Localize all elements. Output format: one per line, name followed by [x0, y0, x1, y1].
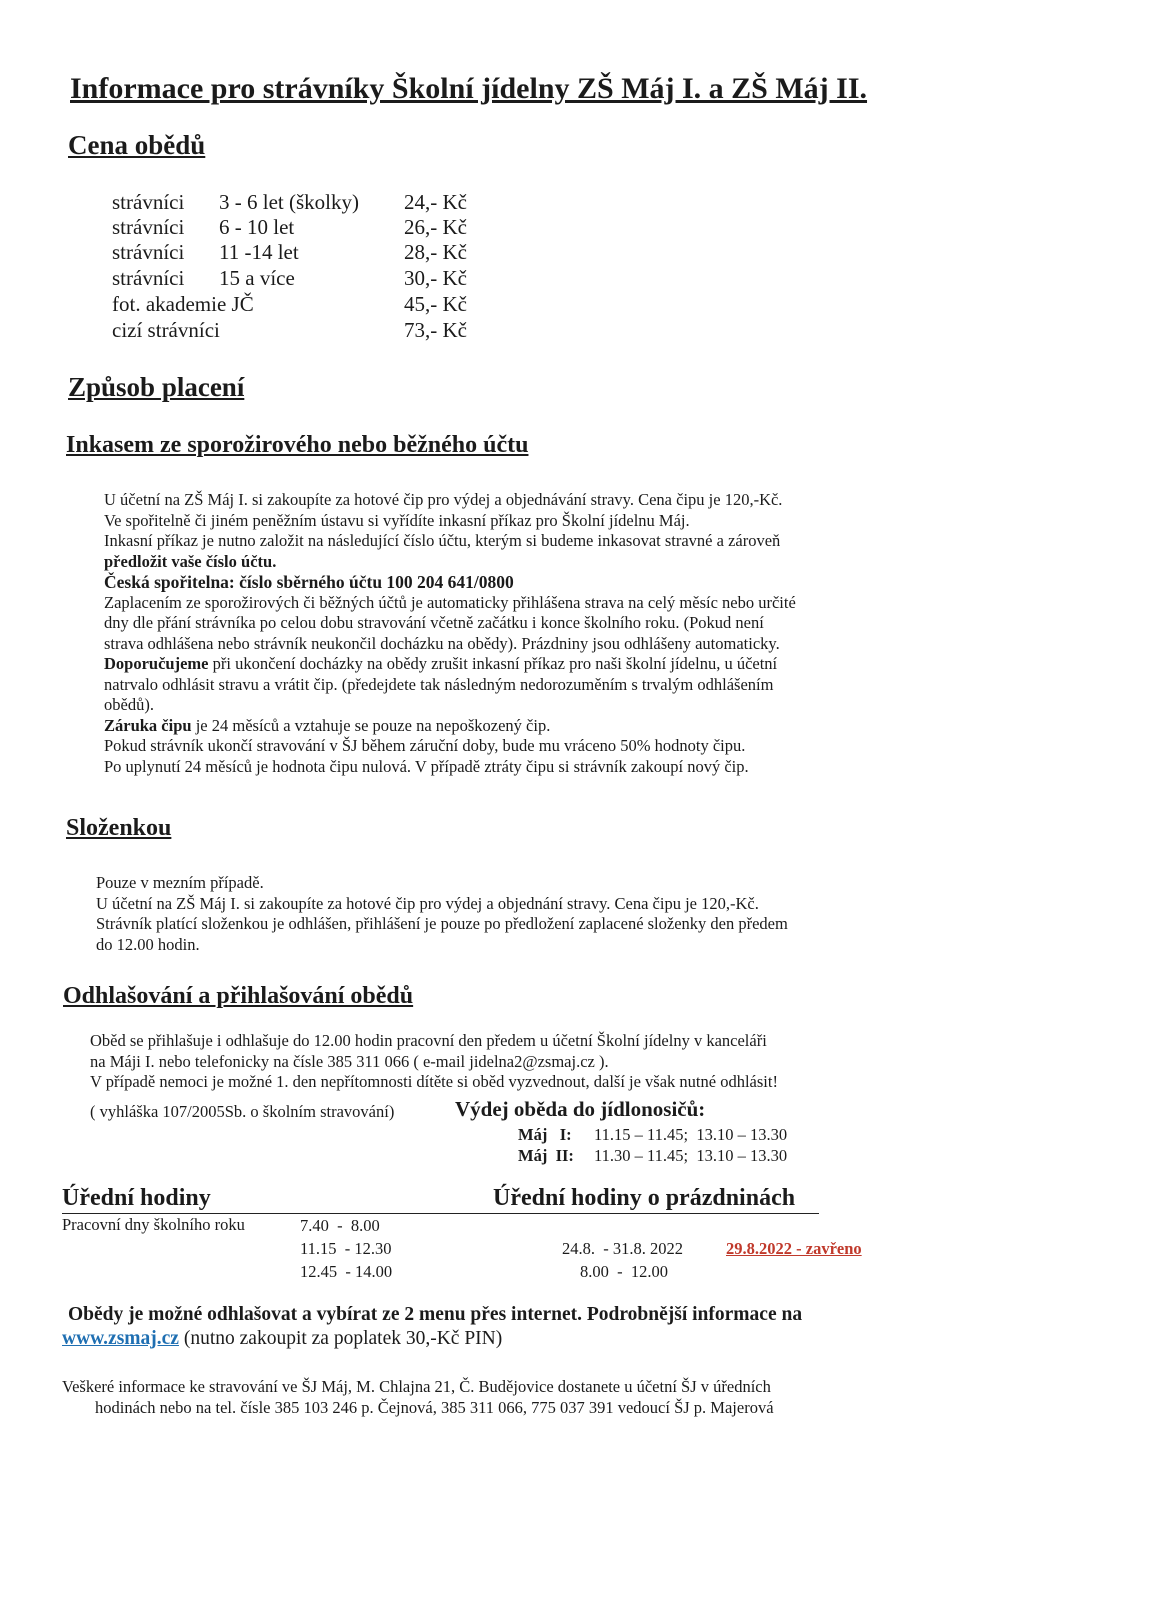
- page-title: Informace pro strávníky Školní jídelny ZŠ Máj I. a ZŠ Máj II.: [70, 72, 868, 105]
- text-line: Po uplynutí 24 měsíců je hodnota čipu nulová. V případě ztráty čipu si strávník zakoupí nový čip.: [104, 756, 749, 776]
- text-line: U účetní na ZŠ Máj I. si zakoupíte za hotové čip pro výdej a objednání stravy. Cena čipu je 120,-Kč.: [96, 893, 759, 913]
- price-age: 6 - 10 let: [219, 215, 295, 239]
- price-label: fot. akademie JČ: [112, 292, 254, 316]
- bank-account: Česká spořitelna: číslo sběrného účtu 100 204 641/0800: [104, 572, 514, 592]
- price-row: [112, 215, 512, 241]
- price-value: 28,- Kč: [404, 240, 467, 264]
- price-value: 26,- Kč: [404, 215, 467, 239]
- text-line: U účetní na ZŠ Máj I. si zakoupíte za hotové čip pro výdej a objednávání stravy. Cena čipu je 120,-Kč.: [104, 490, 783, 509]
- bold-lead: Záruka čipu: [104, 715, 192, 735]
- price-value: 73,- Kč: [404, 318, 467, 342]
- odhlasovani-heading: Odhlašování a přihlašování obědů: [63, 983, 414, 1009]
- text-line: Strávník platící složenkou je odhlášen, přihlášení je pouze po předložení zaplacené složenky den předem: [96, 914, 788, 933]
- price-age: 3 - 6 let (školky): [219, 190, 359, 214]
- hours-time: 7.40 - 8.00: [300, 1216, 380, 1235]
- text-line: předložit vaše číslo účtu.: [104, 551, 277, 571]
- hours-heading: Úřední hodiny: [62, 1185, 211, 1211]
- text-line: strava odhlášena nebo strávník neukončil docházku na obědy). Prázdniny jsou odhlášeny automaticky.: [104, 633, 780, 653]
- price-label: strávníci: [112, 240, 185, 264]
- vydej-row: [518, 1146, 574, 1167]
- pin-note: (nutno zakoupit za poplatek 30,-Kč PIN): [178, 1328, 503, 1349]
- holiday-hours-heading: Úřední hodiny o prázdninách: [493, 1185, 796, 1211]
- hours-label: Pracovní dny školního roku: [62, 1215, 245, 1234]
- vyhlaska-note: ( vyhláška 107/2005Sb. o školním stravování): [90, 1102, 395, 1121]
- holiday-closed-note: 29.8.2022 - zavřeno: [726, 1239, 862, 1258]
- vydej-heading: Výdej oběda do jídlonosičů:: [455, 1097, 706, 1121]
- price-value: 30,- Kč: [404, 266, 467, 290]
- text-rest: je 24 měsíců a vztahuje se pouze na nepoškozený čip.: [191, 715, 551, 735]
- slozenka-text: [96, 873, 788, 955]
- website-link[interactable]: www.zsmaj.cz: [62, 1328, 179, 1349]
- price-age: 11 -14 let: [219, 240, 299, 264]
- holiday-time: 8.00 - 12.00: [580, 1262, 668, 1281]
- payment-heading: Způsob placení: [68, 372, 245, 402]
- footer-line: Veškeré informace ke stravování ve ŠJ Máj, M. Chlajna 21, Č. Budějovice dostanete u účetní ŠJ v úředních: [62, 1377, 771, 1396]
- text-rest: při ukončení docházky na obědy zrušit inkasní příkaz pro naši školní jídelnu, u účetní: [208, 654, 778, 673]
- holiday-dates: 24.8. - 31.8. 2022: [562, 1239, 683, 1258]
- text-line: [104, 716, 796, 737]
- vydej-label: Máj I:: [518, 1125, 572, 1144]
- internet-info: Obědy je možné odhlašovat a vybírat ze 2 menu přes internet. Podrobnější informace na: [68, 1304, 803, 1325]
- price-row: [112, 318, 512, 344]
- price-age: 15 a více: [219, 266, 295, 290]
- text-line: Ve spořitelně či jiném peněžním ústavu si vyřídíte inkasní příkaz pro Školní jídelnu Máj.: [104, 510, 690, 530]
- text-line: Inkasní příkaz je nutno založit na následující číslo účtu, kterým si budeme inkasovat stravné a zároveň: [104, 531, 781, 550]
- text-line: obědů).: [104, 695, 154, 714]
- text-line: natrvalo odhlásit stravu a vrátit čip. (předejdete tak následným nedorozuměním s trvalým odhlášením: [104, 674, 774, 694]
- footer-line: hodinách nebo na tel. čísle 385 103 246 p. Čejnová, 385 311 066, 775 037 391 vedoucí ŠJ p. Majerová: [95, 1398, 774, 1417]
- text-line: Pouze v mezním případě.: [96, 873, 264, 892]
- price-row: [112, 190, 512, 216]
- price-label: cizí strávníci: [112, 318, 220, 342]
- price-value: 24,- Kč: [404, 190, 467, 214]
- inkaso-heading: Inkasem ze sporožirového nebo běžného účtu: [66, 432, 529, 458]
- bold-lead: Doporučujeme: [104, 654, 209, 673]
- text-line: do 12.00 hodin.: [96, 934, 200, 954]
- price-label: strávníci: [112, 190, 185, 214]
- price-heading: Cena obědů: [68, 130, 206, 160]
- text-line: na Máji I. nebo telefonicky na čísle 385 311 066 ( e-mail jidelna2@zsmaj.cz ).: [90, 1051, 609, 1071]
- price-row: [112, 240, 512, 266]
- vydej-row: [518, 1125, 572, 1146]
- price-row: [112, 266, 512, 292]
- text-line: Zaplacením ze sporožirových či běžných účtů je automaticky přihlášena strava na celý měsíc nebo určité: [104, 592, 796, 612]
- inkaso-text: [104, 490, 796, 777]
- vydej-times: 11.30 – 11.45; 13.10 – 13.30: [594, 1146, 788, 1165]
- text-line: Oběd se přihlašuje i odhlašuje do 12.00 hodin pracovní den předem u účetní Školní jídelny v kanceláři: [90, 1031, 767, 1050]
- vydej-times: 11.15 – 11.45; 13.10 – 13.30: [594, 1125, 788, 1144]
- internet-info-line2: [62, 1328, 502, 1350]
- text-line: Pokud strávník ukončí stravování v ŠJ během záruční doby, bude mu vráceno 50% hodnoty čipu.: [104, 736, 746, 755]
- hours-time: 12.45 - 14.00: [300, 1262, 393, 1281]
- price-row: [112, 292, 512, 318]
- hours-time: 11.15 - 12.30: [300, 1239, 392, 1258]
- text-line: [104, 654, 796, 675]
- odhlasovani-text: [90, 1031, 778, 1093]
- price-value: 45,- Kč: [404, 292, 467, 316]
- price-label: strávníci: [112, 215, 185, 239]
- price-label: strávníci: [112, 266, 185, 290]
- hours-divider: [62, 1213, 819, 1214]
- text-line: dny dle přání strávníka po celou dobu stravování včetně začátku i konce školního roku. (Pokud není: [104, 613, 764, 632]
- text-line: V případě nemoci je možné 1. den nepřítomnosti dítěte si oběd vyzvednout, další je však nutné odhlásit!: [90, 1072, 778, 1091]
- slozenka-heading: Složenkou: [66, 815, 172, 841]
- vydej-label: Máj II:: [518, 1146, 574, 1165]
